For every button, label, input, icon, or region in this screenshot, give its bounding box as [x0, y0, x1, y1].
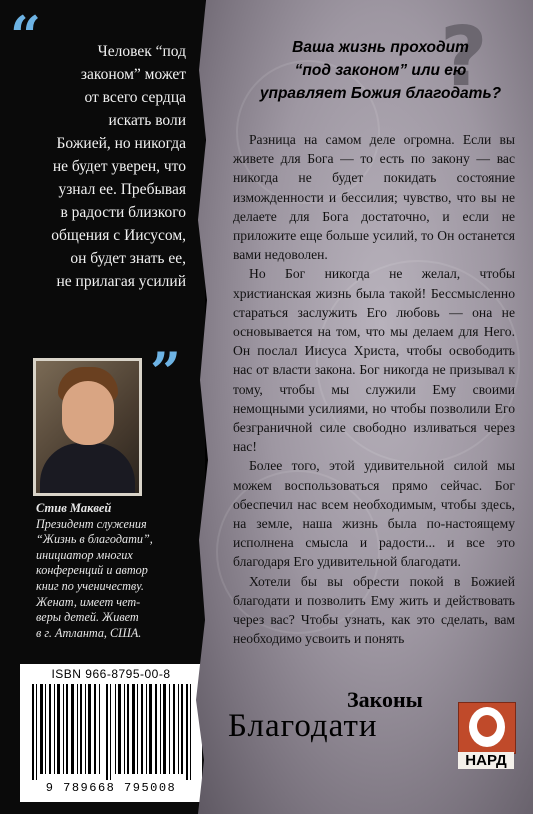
quote-line: не прилагая усилий	[56, 273, 186, 290]
isbn-label: ISBN 966-8795-00-8	[51, 667, 171, 681]
photo-face	[62, 381, 114, 445]
barcode-icon	[30, 684, 192, 780]
quote-line: не будет уверен, что	[52, 158, 186, 175]
publisher-logo	[458, 702, 516, 774]
quote-line: в радости близкого	[60, 204, 186, 221]
quote-line: общения с Иисусом,	[51, 227, 186, 244]
author-name: Стив Маквей	[36, 501, 112, 515]
quote-line: узнал ее. Пребывая	[58, 181, 186, 198]
bio-line: веры детей. Живет	[36, 610, 139, 625]
bio-line: Президент служения	[36, 516, 147, 531]
headline-line: Ваша жизнь проходит	[292, 39, 469, 56]
body-paragraph: Хотели бы вы обрести покой в Божией благодати и позволить Ему жить и действовать через вас? Чтобы узнать, как это сделать, вам необходимо усвоить и понять	[233, 573, 515, 647]
body-paragraph: Более того, этой удивительной силой мы можем воспользоваться прямо сейчас. Бог обеспечил нас всем необходимым, чтобы здесь, на земле, наша жизнь была по-настоящему исполнена смысла и радости... и все это благодаря Его удивительной благодати.	[233, 458, 515, 570]
isbn-barcode-block	[20, 664, 202, 802]
bio-line: конференций и автор	[36, 563, 148, 578]
barcode-number: 9 789668 795008	[45, 781, 177, 795]
headline-line: “под законом” или ею	[294, 62, 467, 79]
body-paragraph: Разница на самом деле огромна. Если вы живете для Бога — то есть по закону — вас никогда не будет покидать состояние изможденности и бессилия; чувство, что вы не делаете для Бога достаточно, и если не приложите еще больше усилий, то Он останется вами недоволен.	[233, 132, 515, 263]
body-paragraph: Но Бог никогда не желал, чтобы христианская жизнь была такой! Бессмысленно стараться заслужить Его любовь — она не основывается на том, что мы делаем для Него. Он послал Иисуса Христа, чтобы освободить нас от власти закона. Бог никогда не призывал к тому, чтобы мы служили Ему своими немощными усилиями, но чтобы позволили Его безграничной силе свободно изливаться через нас!	[233, 266, 515, 455]
bio-line: “Жизнь в благодати”,	[36, 532, 153, 547]
quote-open-mark: “	[10, 4, 42, 68]
headline	[238, 36, 523, 105]
bio-line: инициатор многих	[36, 547, 133, 562]
book-title-small: Законы	[347, 687, 423, 712]
quote-close-mark: ”	[150, 340, 182, 404]
description-body	[233, 130, 515, 648]
quote-line: искать воли	[108, 112, 186, 129]
author-photo	[33, 358, 142, 496]
spiral-icon-inner	[477, 715, 497, 737]
quote-line: Божией, но никогда	[56, 135, 186, 152]
headline-line: управляет Божия благодать?	[259, 85, 502, 102]
book-title-big: Благодати	[228, 708, 378, 744]
quote-line: он будет знать ее,	[70, 250, 186, 267]
quote-line: законом” может	[80, 66, 186, 83]
quote-line: Человек “под	[97, 43, 186, 60]
left-dark-panel	[0, 0, 205, 814]
photo-shoulders	[40, 443, 135, 496]
publisher-logo-box	[458, 702, 516, 754]
bio-line: Женат, имеет чет-	[36, 594, 141, 609]
question-mark-icon: ?	[440, 10, 488, 105]
bio-line: книг по ученичеству.	[36, 578, 144, 593]
bio-line: в г. Атланта, США.	[36, 625, 142, 640]
quote-line: от всего сердца	[84, 89, 186, 106]
publisher-name: НАРД	[458, 752, 514, 769]
pull-quote	[38, 40, 186, 293]
author-bio	[36, 501, 196, 641]
